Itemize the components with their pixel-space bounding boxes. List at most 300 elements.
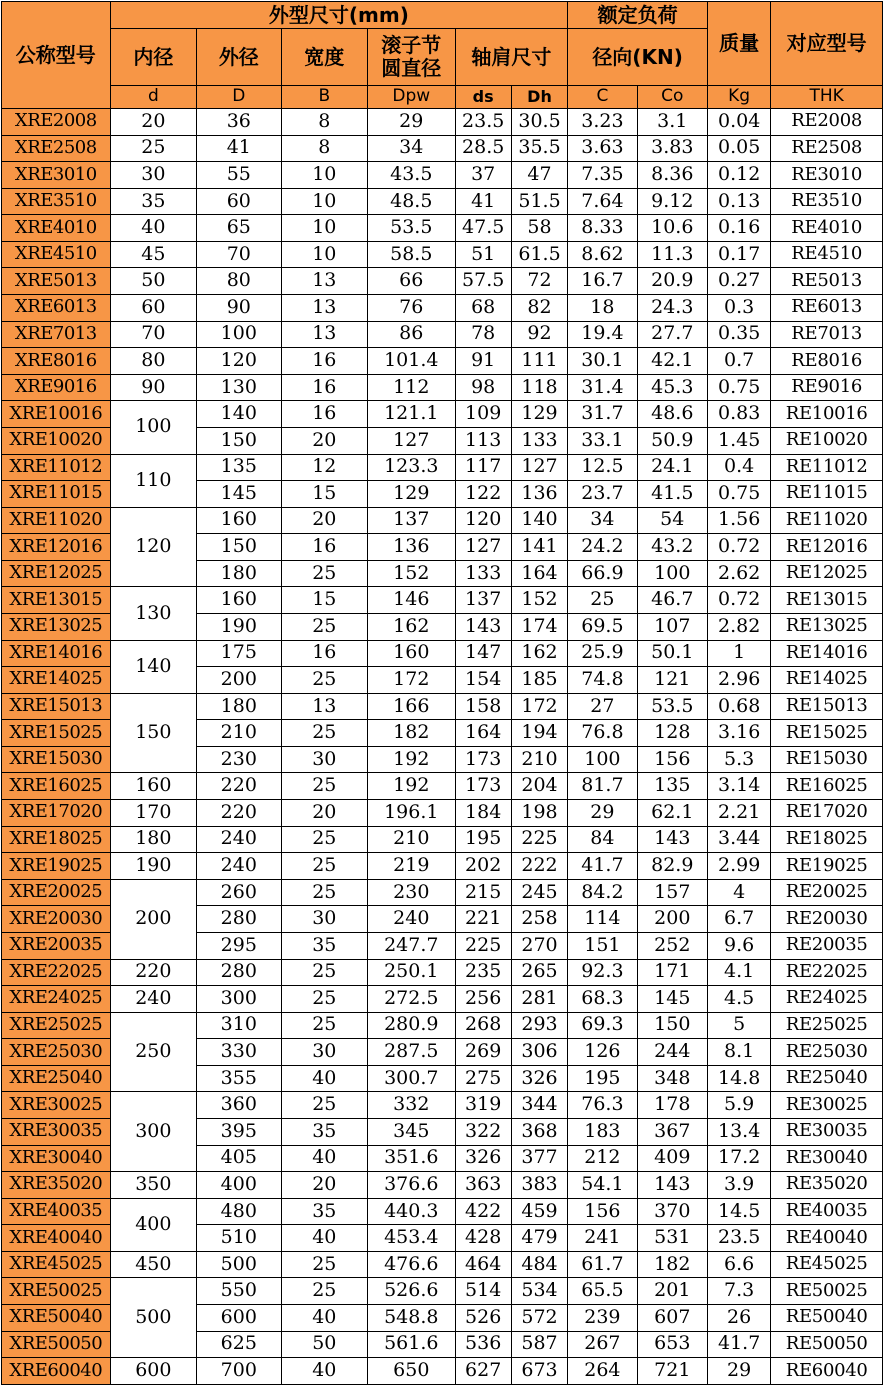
table-row: [2, 640, 883, 667]
inner-diameter-cell: 240: [110, 986, 196, 1013]
header-rated-load: 额定负荷: [568, 2, 708, 29]
table-row: [2, 1092, 883, 1119]
thk-model-cell: RE14016: [771, 640, 883, 667]
inner-diameter-cell: 120: [110, 507, 196, 587]
shoulder-dh-cell: 194: [511, 720, 567, 747]
table-row: [2, 773, 883, 800]
model-cell: XRE9016: [2, 374, 111, 401]
radial-co-cell: 20.9: [637, 268, 707, 295]
radial-co-cell: 3.1: [637, 109, 707, 136]
header-pitch-line2: 圆直径: [381, 56, 442, 80]
model-cell: XRE5013: [2, 268, 111, 295]
symbol-D: D: [197, 86, 281, 109]
outer-diameter-cell: 355: [197, 1065, 281, 1092]
table-row: [2, 241, 883, 268]
outer-diameter-cell: 175: [197, 640, 281, 667]
outer-diameter-cell: 200: [197, 667, 281, 694]
radial-c-cell: 65.5: [568, 1278, 637, 1305]
thk-model-cell: RE19025: [771, 853, 883, 880]
shoulder-ds-cell: 23.5: [455, 109, 511, 136]
thk-model-cell: RE50025: [771, 1278, 883, 1305]
pitch-diameter-cell: 376.6: [368, 1172, 455, 1199]
mass-cell: 41.7: [707, 1331, 770, 1358]
shoulder-dh-cell: 92: [511, 321, 567, 348]
radial-co-cell: 11.3: [637, 241, 707, 268]
radial-co-cell: 24.3: [637, 295, 707, 322]
shoulder-dh-cell: 258: [511, 906, 567, 933]
mass-cell: 14.8: [707, 1065, 770, 1092]
inner-diameter-cell: 30: [110, 162, 196, 189]
width-cell: 20: [281, 507, 367, 534]
table-row: [2, 1172, 883, 1199]
inner-diameter-cell: 25: [110, 135, 196, 162]
shoulder-dh-cell: 82: [511, 295, 567, 322]
shoulder-dh-cell: 136: [511, 481, 567, 508]
radial-co-cell: 182: [637, 1251, 707, 1278]
radial-c-cell: 76.8: [568, 720, 637, 747]
width-cell: 25: [281, 1012, 367, 1039]
symbol-Dh: Dh: [511, 86, 567, 109]
symbol-C: C: [568, 86, 637, 109]
model-cell: XRE18025: [2, 826, 111, 853]
shoulder-dh-cell: 673: [511, 1358, 567, 1385]
mass-cell: 5: [707, 1012, 770, 1039]
model-cell: XRE6013: [2, 295, 111, 322]
pitch-diameter-cell: 152: [368, 560, 455, 587]
table-row: [2, 959, 883, 986]
shoulder-dh-cell: 326: [511, 1065, 567, 1092]
thk-model-cell: RE20035: [771, 932, 883, 959]
mass-cell: 7.3: [707, 1278, 770, 1305]
width-cell: 13: [281, 693, 367, 720]
model-cell: XRE8016: [2, 348, 111, 375]
model-cell: XRE25030: [2, 1039, 111, 1066]
shoulder-dh-cell: 152: [511, 587, 567, 614]
radial-c-cell: 195: [568, 1065, 637, 1092]
mass-cell: 2.62: [707, 560, 770, 587]
shoulder-ds-cell: 627: [455, 1358, 511, 1385]
thk-model-cell: RE3010: [771, 162, 883, 189]
shoulder-ds-cell: 202: [455, 853, 511, 880]
radial-co-cell: 370: [637, 1198, 707, 1225]
shoulder-dh-cell: 172: [511, 693, 567, 720]
radial-co-cell: 531: [637, 1225, 707, 1252]
width-cell: 40: [281, 1358, 367, 1385]
inner-diameter-cell: 100: [110, 401, 196, 454]
thk-model-cell: RE15025: [771, 720, 883, 747]
shoulder-ds-cell: 526: [455, 1305, 511, 1332]
pitch-diameter-cell: 101.4: [368, 348, 455, 375]
table-row: [2, 826, 883, 853]
shoulder-ds-cell: 117: [455, 454, 511, 481]
radial-c-cell: 61.7: [568, 1251, 637, 1278]
radial-co-cell: 128: [637, 720, 707, 747]
inner-diameter-cell: 140: [110, 640, 196, 693]
outer-diameter-cell: 60: [197, 188, 281, 215]
radial-c-cell: 3.63: [568, 135, 637, 162]
radial-co-cell: 157: [637, 879, 707, 906]
radial-c-cell: 19.4: [568, 321, 637, 348]
model-cell: XRE15013: [2, 693, 111, 720]
pitch-diameter-cell: 123.3: [368, 454, 455, 481]
inner-diameter-cell: 180: [110, 826, 196, 853]
outer-diameter-cell: 145: [197, 481, 281, 508]
outer-diameter-cell: 80: [197, 268, 281, 295]
radial-c-cell: 100: [568, 746, 637, 773]
pitch-diameter-cell: 192: [368, 773, 455, 800]
shoulder-dh-cell: 118: [511, 374, 567, 401]
outer-diameter-cell: 150: [197, 427, 281, 454]
model-cell: XRE14025: [2, 667, 111, 694]
shoulder-dh-cell: 270: [511, 932, 567, 959]
shoulder-dh-cell: 72: [511, 268, 567, 295]
model-cell: XRE20035: [2, 932, 111, 959]
radial-co-cell: 24.1: [637, 454, 707, 481]
shoulder-ds-cell: 98: [455, 374, 511, 401]
mass-cell: 29: [707, 1358, 770, 1385]
radial-c-cell: 156: [568, 1198, 637, 1225]
pitch-diameter-cell: 332: [368, 1092, 455, 1119]
table-row: [2, 853, 883, 880]
pitch-diameter-cell: 112: [368, 374, 455, 401]
mass-cell: 5.3: [707, 746, 770, 773]
width-cell: 10: [281, 215, 367, 242]
outer-diameter-cell: 36: [197, 109, 281, 136]
inner-diameter-cell: 170: [110, 800, 196, 827]
radial-co-cell: 135: [637, 773, 707, 800]
shoulder-dh-cell: 293: [511, 1012, 567, 1039]
radial-c-cell: 69.3: [568, 1012, 637, 1039]
thk-model-cell: RE20025: [771, 879, 883, 906]
thk-model-cell: RE8016: [771, 348, 883, 375]
shoulder-ds-cell: 154: [455, 667, 511, 694]
width-cell: 20: [281, 1172, 367, 1199]
width-cell: 25: [281, 560, 367, 587]
width-cell: 25: [281, 773, 367, 800]
radial-co-cell: 8.36: [637, 162, 707, 189]
radial-co-cell: 156: [637, 746, 707, 773]
shoulder-ds-cell: 41: [455, 188, 511, 215]
pitch-diameter-cell: 272.5: [368, 986, 455, 1013]
thk-model-cell: RE50040: [771, 1305, 883, 1332]
radial-c-cell: 267: [568, 1331, 637, 1358]
radial-co-cell: 143: [637, 1172, 707, 1199]
table-row: [2, 587, 883, 614]
thk-model-cell: RE10020: [771, 427, 883, 454]
pitch-diameter-cell: 453.4: [368, 1225, 455, 1252]
header-inner-diameter: 内径: [110, 29, 196, 86]
width-cell: 12: [281, 454, 367, 481]
pitch-diameter-cell: 240: [368, 906, 455, 933]
mass-cell: 14.5: [707, 1198, 770, 1225]
width-cell: 25: [281, 959, 367, 986]
radial-co-cell: 3.83: [637, 135, 707, 162]
radial-c-cell: 84.2: [568, 879, 637, 906]
outer-diameter-cell: 240: [197, 826, 281, 853]
symbol-d: d: [110, 86, 196, 109]
model-cell: XRE10020: [2, 427, 111, 454]
outer-diameter-cell: 210: [197, 720, 281, 747]
outer-diameter-cell: 55: [197, 162, 281, 189]
shoulder-dh-cell: 61.5: [511, 241, 567, 268]
mass-cell: 0.17: [707, 241, 770, 268]
shoulder-ds-cell: 221: [455, 906, 511, 933]
outer-diameter-cell: 360: [197, 1092, 281, 1119]
header-mass: 质量: [707, 2, 770, 86]
pitch-diameter-cell: 192: [368, 746, 455, 773]
radial-c-cell: 29: [568, 800, 637, 827]
width-cell: 25: [281, 613, 367, 640]
shoulder-ds-cell: 127: [455, 534, 511, 561]
width-cell: 16: [281, 534, 367, 561]
inner-diameter-cell: 450: [110, 1251, 196, 1278]
thk-model-cell: RE5013: [771, 268, 883, 295]
thk-model-cell: RE11012: [771, 454, 883, 481]
outer-diameter-cell: 65: [197, 215, 281, 242]
radial-c-cell: 241: [568, 1225, 637, 1252]
radial-c-cell: 30.1: [568, 348, 637, 375]
model-cell: XRE30040: [2, 1145, 111, 1172]
outer-diameter-cell: 700: [197, 1358, 281, 1385]
inner-diameter-cell: 80: [110, 348, 196, 375]
radial-c-cell: 68.3: [568, 986, 637, 1013]
radial-c-cell: 69.5: [568, 613, 637, 640]
table-row: [2, 1251, 883, 1278]
shoulder-ds-cell: 120: [455, 507, 511, 534]
pitch-diameter-cell: 287.5: [368, 1039, 455, 1066]
radial-c-cell: 24.2: [568, 534, 637, 561]
shoulder-dh-cell: 111: [511, 348, 567, 375]
pitch-diameter-cell: 66: [368, 268, 455, 295]
outer-diameter-cell: 280: [197, 959, 281, 986]
outer-diameter-cell: 160: [197, 507, 281, 534]
width-cell: 16: [281, 348, 367, 375]
thk-model-cell: RE16025: [771, 773, 883, 800]
shoulder-ds-cell: 78: [455, 321, 511, 348]
pitch-diameter-cell: 219: [368, 853, 455, 880]
radial-co-cell: 607: [637, 1305, 707, 1332]
width-cell: 25: [281, 826, 367, 853]
mass-cell: 5.9: [707, 1092, 770, 1119]
width-cell: 25: [281, 879, 367, 906]
mass-cell: 0.75: [707, 374, 770, 401]
pitch-diameter-cell: 247.7: [368, 932, 455, 959]
pitch-diameter-cell: 127: [368, 427, 455, 454]
table-row: [2, 215, 883, 242]
pitch-diameter-cell: 146: [368, 587, 455, 614]
mass-cell: 8.1: [707, 1039, 770, 1066]
mass-cell: 3.16: [707, 720, 770, 747]
shoulder-dh-cell: 162: [511, 640, 567, 667]
width-cell: 40: [281, 1305, 367, 1332]
radial-c-cell: 27: [568, 693, 637, 720]
pitch-diameter-cell: 230: [368, 879, 455, 906]
pitch-diameter-cell: 137: [368, 507, 455, 534]
table-row: [2, 1012, 883, 1039]
shoulder-ds-cell: 428: [455, 1225, 511, 1252]
table-row: [2, 401, 883, 428]
radial-co-cell: 10.6: [637, 215, 707, 242]
shoulder-dh-cell: 459: [511, 1198, 567, 1225]
shoulder-dh-cell: 174: [511, 613, 567, 640]
shoulder-dh-cell: 164: [511, 560, 567, 587]
shoulder-dh-cell: 383: [511, 1172, 567, 1199]
radial-c-cell: 16.7: [568, 268, 637, 295]
shoulder-ds-cell: 173: [455, 773, 511, 800]
shoulder-ds-cell: 47.5: [455, 215, 511, 242]
shoulder-dh-cell: 58: [511, 215, 567, 242]
outer-diameter-cell: 120: [197, 348, 281, 375]
table-row: [2, 1198, 883, 1225]
pitch-diameter-cell: 86: [368, 321, 455, 348]
outer-diameter-cell: 150: [197, 534, 281, 561]
mass-cell: 0.35: [707, 321, 770, 348]
radial-co-cell: 143: [637, 826, 707, 853]
thk-model-cell: RE10016: [771, 401, 883, 428]
pitch-diameter-cell: 172: [368, 667, 455, 694]
inner-diameter-cell: 600: [110, 1358, 196, 1385]
mass-cell: 0.68: [707, 693, 770, 720]
thk-model-cell: RE12025: [771, 560, 883, 587]
model-cell: XRE50025: [2, 1278, 111, 1305]
thk-model-cell: RE15013: [771, 693, 883, 720]
shoulder-ds-cell: 109: [455, 401, 511, 428]
thk-model-cell: RE11015: [771, 481, 883, 508]
model-cell: XRE45025: [2, 1251, 111, 1278]
thk-model-cell: RE15030: [771, 746, 883, 773]
pitch-diameter-cell: 162: [368, 613, 455, 640]
pitch-diameter-cell: 43.5: [368, 162, 455, 189]
header-row-3: [2, 86, 883, 109]
shoulder-dh-cell: 306: [511, 1039, 567, 1066]
mass-cell: 0.16: [707, 215, 770, 242]
thk-model-cell: RE24025: [771, 986, 883, 1013]
shoulder-dh-cell: 210: [511, 746, 567, 773]
mass-cell: 3.14: [707, 773, 770, 800]
inner-diameter-cell: 70: [110, 321, 196, 348]
outer-diameter-cell: 41: [197, 135, 281, 162]
model-cell: XRE35020: [2, 1172, 111, 1199]
width-cell: 10: [281, 188, 367, 215]
shoulder-dh-cell: 141: [511, 534, 567, 561]
model-cell: XRE13015: [2, 587, 111, 614]
radial-c-cell: 12.5: [568, 454, 637, 481]
thk-model-cell: RE18025: [771, 826, 883, 853]
radial-co-cell: 50.1: [637, 640, 707, 667]
shoulder-dh-cell: 198: [511, 800, 567, 827]
pitch-diameter-cell: 561.6: [368, 1331, 455, 1358]
symbol-Kg: Kg: [707, 86, 770, 109]
mass-cell: 13.4: [707, 1118, 770, 1145]
outer-diameter-cell: 395: [197, 1118, 281, 1145]
outer-diameter-cell: 330: [197, 1039, 281, 1066]
mass-cell: 0.83: [707, 401, 770, 428]
outer-diameter-cell: 310: [197, 1012, 281, 1039]
header-radial: 径向(KN): [568, 29, 708, 86]
radial-co-cell: 653: [637, 1331, 707, 1358]
outer-diameter-cell: 140: [197, 401, 281, 428]
header-width: 宽度: [281, 29, 367, 86]
shoulder-ds-cell: 514: [455, 1278, 511, 1305]
inner-diameter-cell: 35: [110, 188, 196, 215]
shoulder-ds-cell: 164: [455, 720, 511, 747]
shoulder-ds-cell: 158: [455, 693, 511, 720]
table-row: [2, 188, 883, 215]
radial-c-cell: 264: [568, 1358, 637, 1385]
shoulder-ds-cell: 256: [455, 986, 511, 1013]
radial-co-cell: 46.7: [637, 587, 707, 614]
table-row: [2, 162, 883, 189]
model-cell: XRE4010: [2, 215, 111, 242]
radial-c-cell: 7.35: [568, 162, 637, 189]
model-cell: XRE12016: [2, 534, 111, 561]
pitch-diameter-cell: 121.1: [368, 401, 455, 428]
mass-cell: 9.6: [707, 932, 770, 959]
inner-diameter-cell: 60: [110, 295, 196, 322]
header-pitch-line1: 滚子节: [381, 33, 442, 57]
pitch-diameter-cell: 48.5: [368, 188, 455, 215]
mass-cell: 2.99: [707, 853, 770, 880]
radial-c-cell: 25.9: [568, 640, 637, 667]
outer-diameter-cell: 510: [197, 1225, 281, 1252]
thk-model-cell: RE25040: [771, 1065, 883, 1092]
radial-co-cell: 42.1: [637, 348, 707, 375]
header-outer-diameter: 外径: [197, 29, 281, 86]
inner-diameter-cell: 220: [110, 959, 196, 986]
shoulder-ds-cell: 269: [455, 1039, 511, 1066]
radial-c-cell: 25: [568, 587, 637, 614]
width-cell: 16: [281, 401, 367, 428]
outer-diameter-cell: 550: [197, 1278, 281, 1305]
width-cell: 25: [281, 1251, 367, 1278]
table-row: [2, 135, 883, 162]
radial-c-cell: 212: [568, 1145, 637, 1172]
mass-cell: 6.7: [707, 906, 770, 933]
radial-co-cell: 48.6: [637, 401, 707, 428]
mass-cell: 17.2: [707, 1145, 770, 1172]
thk-model-cell: RE25025: [771, 1012, 883, 1039]
thk-model-cell: RE13025: [771, 613, 883, 640]
width-cell: 40: [281, 1065, 367, 1092]
table-row: [2, 800, 883, 827]
symbol-Dpw: Dpw: [368, 86, 455, 109]
outer-diameter-cell: 405: [197, 1145, 281, 1172]
pitch-diameter-cell: 250.1: [368, 959, 455, 986]
width-cell: 20: [281, 800, 367, 827]
radial-c-cell: 114: [568, 906, 637, 933]
model-cell: XRE20025: [2, 879, 111, 906]
mass-cell: 0.7: [707, 348, 770, 375]
thk-model-cell: RE4510: [771, 241, 883, 268]
thk-model-cell: RE30040: [771, 1145, 883, 1172]
pitch-diameter-cell: 210: [368, 826, 455, 853]
radial-co-cell: 45.3: [637, 374, 707, 401]
model-cell: XRE25040: [2, 1065, 111, 1092]
shoulder-ds-cell: 122: [455, 481, 511, 508]
radial-c-cell: 81.7: [568, 773, 637, 800]
radial-co-cell: 100: [637, 560, 707, 587]
thk-model-cell: RE30035: [771, 1118, 883, 1145]
shoulder-ds-cell: 195: [455, 826, 511, 853]
shoulder-ds-cell: 268: [455, 1012, 511, 1039]
pitch-diameter-cell: 182: [368, 720, 455, 747]
mass-cell: 0.05: [707, 135, 770, 162]
shoulder-ds-cell: 363: [455, 1172, 511, 1199]
mass-cell: 6.6: [707, 1251, 770, 1278]
radial-co-cell: 62.1: [637, 800, 707, 827]
mass-cell: 0.13: [707, 188, 770, 215]
shoulder-ds-cell: 215: [455, 879, 511, 906]
